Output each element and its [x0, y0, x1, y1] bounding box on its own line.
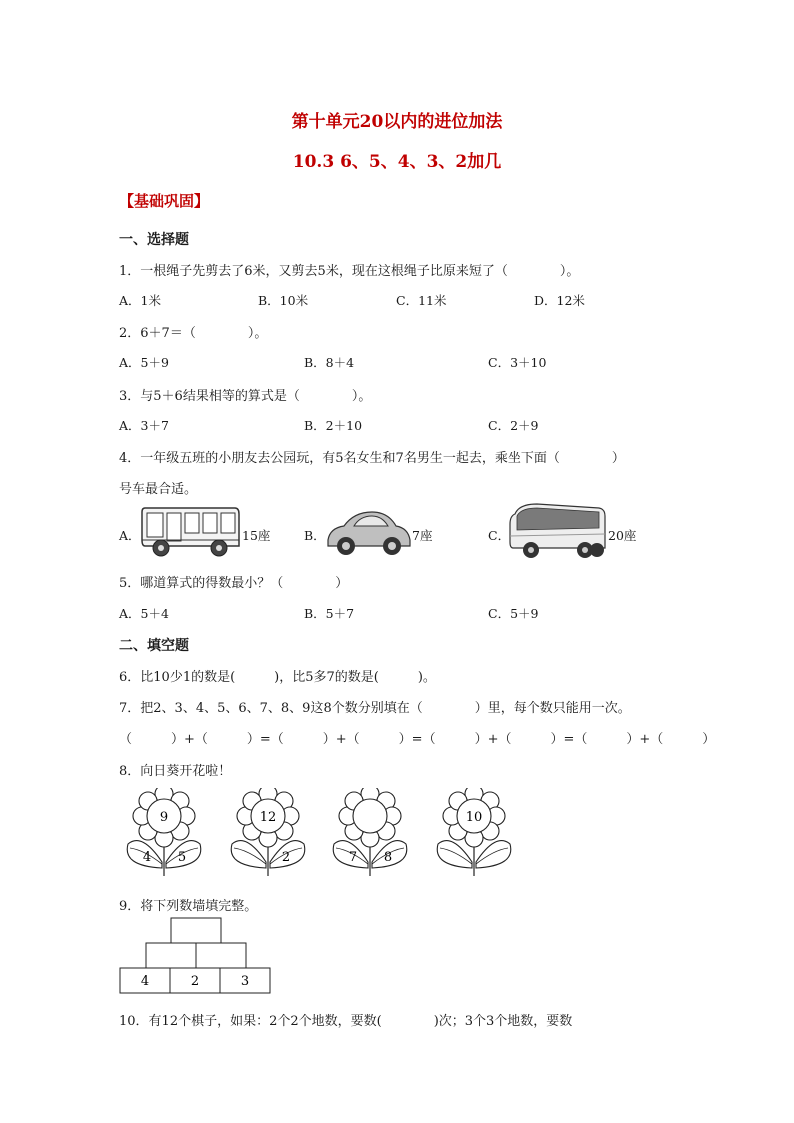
sunflower-3	[333, 788, 407, 876]
coach-icon	[507, 500, 607, 562]
q2-option-b: B．8＋4	[304, 355, 355, 370]
q3-text: 3．与5＋6结果相等的算式是（ ）。	[119, 389, 372, 404]
flower-4-center: 10	[465, 810, 483, 825]
flower-3-right: 8	[383, 850, 393, 865]
q1-option-c: C．11米	[396, 293, 447, 308]
flower-1-right: 5	[177, 850, 187, 865]
section2-heading: 二、填空题	[119, 638, 189, 654]
page-subtitle: 10.3 6、5、4、3、2加几	[292, 152, 502, 172]
q4-text-line2: 号车最合适。	[119, 482, 198, 497]
q4-option-c-letter: C．	[488, 528, 511, 543]
wall-bottom-1: 4	[140, 974, 150, 989]
sunflower-group	[120, 788, 540, 880]
bus-icon	[139, 500, 242, 562]
q5-option-b: B．5＋7	[304, 606, 355, 621]
q3-option-a: A．3＋7	[119, 418, 169, 433]
q1-option-d: D．12米	[534, 293, 585, 308]
section1-heading: 一、选择题	[119, 232, 189, 248]
sunflower-4	[437, 788, 511, 876]
sunflower-2	[231, 788, 305, 876]
wall-bottom-3: 3	[240, 974, 250, 989]
q5-option-a: A．5＋4	[119, 606, 169, 621]
flower-2-center: 12	[259, 810, 277, 825]
wall-bottom-2: 2	[190, 974, 200, 989]
q4-option-b-seats: 7座	[412, 528, 433, 543]
q1-option-b: B．10米	[258, 293, 309, 308]
q5-option-c: C．5＋9	[488, 606, 539, 621]
q4-option-a-letter: A．	[119, 528, 141, 543]
q7-text: 7．把2、3、4、5、6、7、8、9这8个数分别填在（ ）里，每个数只能用一次。	[119, 701, 631, 716]
page-title: 第十单元20以内的进位加法	[291, 112, 503, 132]
q2-option-c: C．3＋10	[488, 355, 547, 370]
q2-option-a: A．5＋9	[119, 355, 169, 370]
q4-option-b-letter: B．	[304, 528, 326, 543]
flower-2-right: 2	[281, 850, 291, 865]
flower-1-left: 4	[142, 850, 152, 865]
q3-option-b: B．2＋10	[304, 418, 363, 433]
q9-text: 9．将下列数墙填完整。	[119, 899, 258, 914]
q3-option-c: C．2＋9	[488, 418, 539, 433]
q10-text: 10．有12个棋子，如果：2个2个地数，要数( )次；3个3个地数，要数	[119, 1014, 573, 1029]
q4-option-c-seats: 20座	[608, 528, 637, 543]
q4-text: 4．一年级五班的小朋友去公园玩，有5名女生和7名男生一起去，乘坐下面（ ）	[119, 451, 625, 466]
q1-option-a: A．1米	[119, 293, 161, 308]
q6-text: 6．比10少1的数是( )，比5多7的数是( )。	[119, 670, 436, 685]
q7-equation-line: （ ）+（ ）=（ ）+（ ）=（ ）+（ ）=（ ）+（ ）	[119, 732, 716, 747]
q4-option-a-seats: 15座	[242, 528, 271, 543]
number-wall	[119, 917, 275, 995]
sunflower-1	[127, 788, 201, 876]
q1-text: 1．一根绳子先剪去了6米，又剪去5米，现在这根绳子比原来短了（ ）。	[119, 264, 580, 279]
q5-text: 5．哪道算式的得数最小？（ ）	[119, 576, 349, 591]
flower-1-center: 9	[159, 810, 169, 825]
q8-text: 8．向日葵开花啦！	[119, 764, 232, 779]
car-icon	[324, 506, 412, 558]
section-tag: 【基础巩固】	[119, 192, 210, 210]
q2-text: 2．6＋7＝（ ）。	[119, 326, 268, 341]
flower-3-left: 7	[348, 850, 358, 865]
